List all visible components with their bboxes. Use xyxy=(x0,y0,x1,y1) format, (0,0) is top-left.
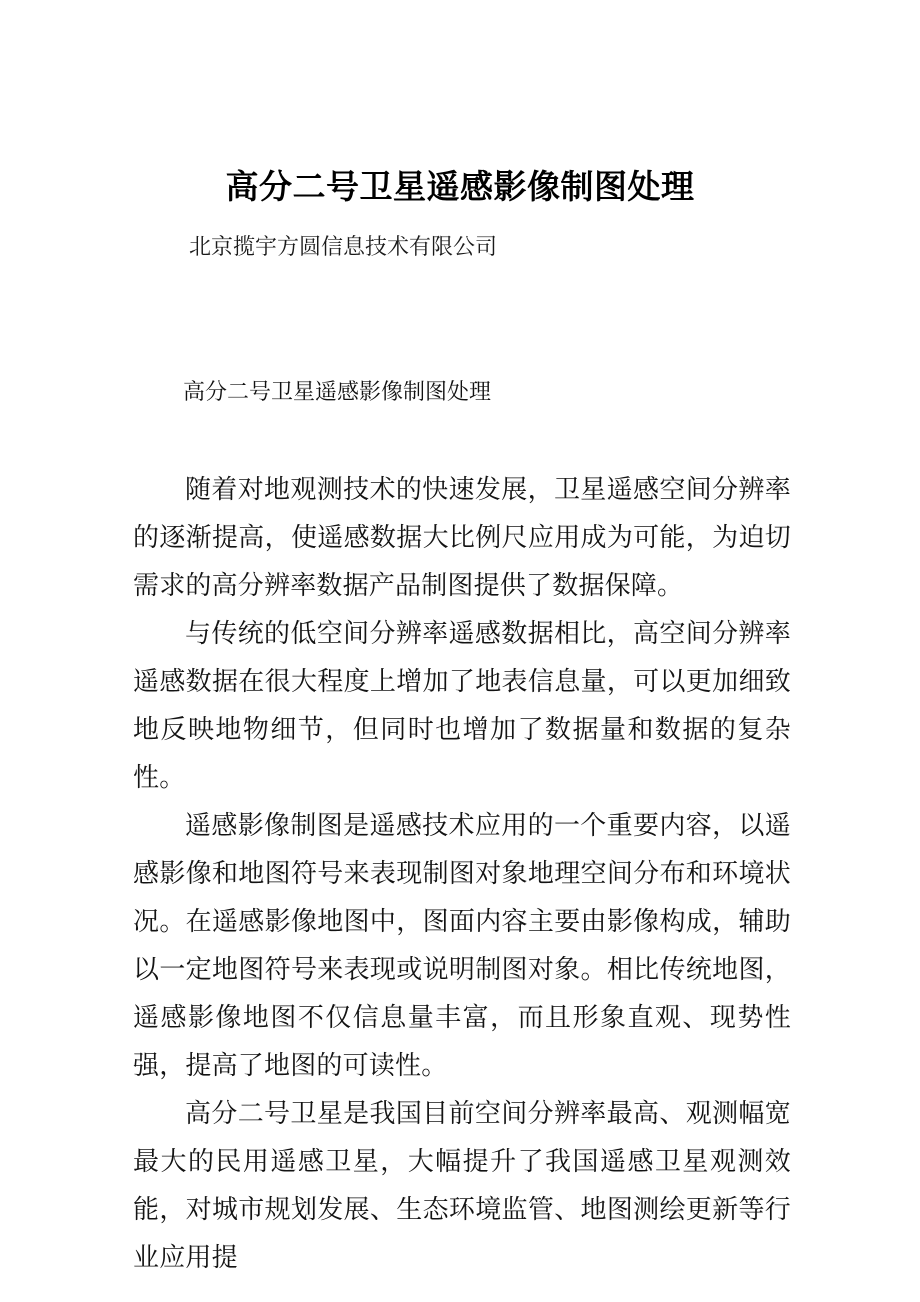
body-paragraph: 随着对地观测技术的快速发展，卫星遥感空间分辨率的逐渐提高，使遥感数据大比例尺应用成为可能，为迫切需求的高分辨率数据产品制图提供了数据保障。 xyxy=(133,475,791,601)
running-heading: 高分二号卫星遥感影像制图处理 xyxy=(183,380,492,405)
body-text-column xyxy=(133,466,791,1282)
body-paragraph: 遥感影像制图是遥感技术应用的一个重要内容，以遥感影像和地图符号来表现制图对象地理空间分布和环境状况。在遥感影像地图中，图面内容主要由影像构成，辅助以一定地图符号来表现或说明制图对象。相比传统地图，遥感影像地图不仅信息量丰富，而且形象直观、现势性强，提高了地图的可读性。 xyxy=(133,811,791,1081)
page-title: 高分二号卫星遥感影像制图处理 xyxy=(225,167,695,207)
body-paragraph: 高分二号卫星是我国目前空间分辨率最高、观测幅宽最大的民用遥感卫星，大幅提升了我国遥感卫星观测效能，对城市规划发展、生态环境监管、地图测绘更新等行业应用提 xyxy=(133,1099,791,1273)
body-paragraph: 与传统的低空间分辨率遥感数据相比，高空间分辨率遥感数据在很大程度上增加了地表信息量，可以更加细致地反映地物细节，但同时也增加了数据量和数据的复杂性。 xyxy=(133,619,791,793)
organization-name: 北京揽宇方圆信息技术有限公司 xyxy=(189,235,498,260)
